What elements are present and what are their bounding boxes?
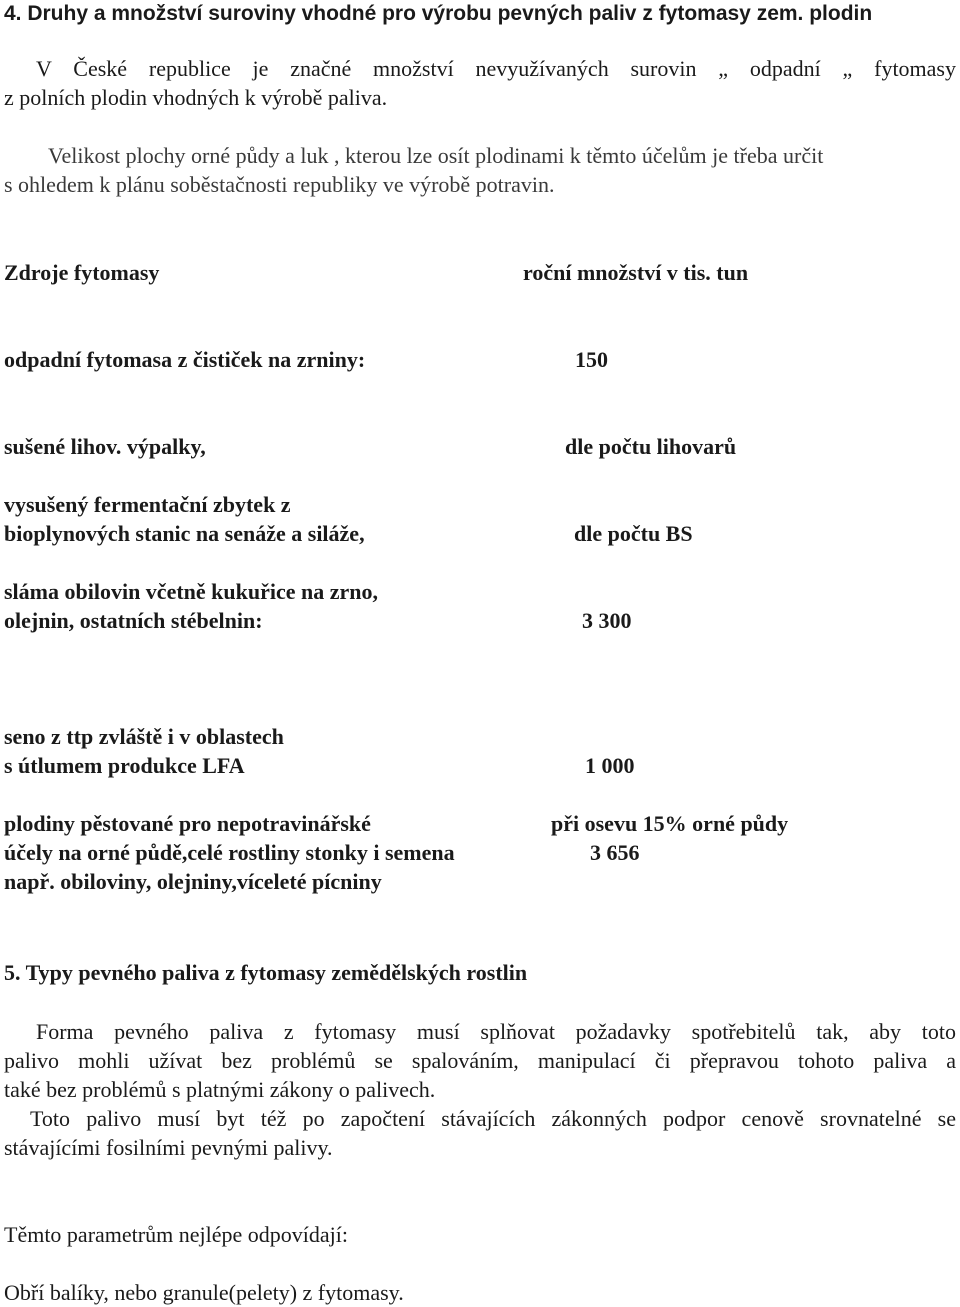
area-para-line-1: Velikost plochy orné půdy a luk , kterou lze osít plodinami k těmto účelům je třeba určit [48,143,824,168]
params-intro: Těmto parametrům nejlépe odpovídají: [4,1222,348,1247]
table-row-amount: 3 656 [590,840,640,865]
table-row-source: sušené lihov. výpalky, [4,434,206,459]
table-row-source: s útlumem produkce LFA [4,753,245,778]
table-header-amount: roční množství v tis. tun [523,260,749,285]
table-row-source: bioplynových stanic na senáže a siláže, [4,521,365,546]
table-row-amount: při osevu 15% orné půdy [551,811,789,836]
table-row-amount: 150 [575,347,608,372]
table-row-amount: 1 000 [585,753,635,778]
table-row-source: sláma obilovin včetně kukuřice na zrno, [4,579,379,604]
table-row-source: účely na orné půdě,celé rostliny stonky i semena [4,840,455,865]
table-row-amount: dle počtu BS [574,521,693,546]
table-row-source: odpadní fytomasa z čističek na zrniny: [4,347,366,372]
table-row-source: např. obiloviny, olejniny,víceleté pícniny [4,869,382,894]
intro-line-1: V České republice je značné množství nevyužívaných surovin „ odpadní „ fytomasy [36,56,956,81]
price-para-line-1: Toto palivo musí byt též po započtení stávajících zákonných podpor cenově srovnatelné se [30,1106,956,1131]
area-para-line-2: s ohledem k plánu soběstačnosti republiky ve výrobě potravin. [4,172,555,197]
conclusion-text: Obří balíky, nebo granule(pelety) z fytomasy. [4,1280,404,1305]
price-para-line-2: stávajícími fosilními pevnými palivy. [4,1135,333,1160]
section-4-heading: 4. Druhy a množství suroviny vhodné pro výrobu pevných paliv z fytomasy zem. plodin [4,2,873,25]
table-row-source: vysušený fermentační zbytek z [4,492,291,517]
table-row-source: plodiny pěstované pro nepotravinářské [4,811,371,836]
table-row-amount: 3 300 [582,608,632,633]
section-5-heading: 5. Typy pevného paliva z fytomasy zemědělských rostlin [4,960,528,985]
table-header-source: Zdroje fytomasy [4,260,160,285]
form-para-line-1: Forma pevného paliva z fytomasy musí splňovat požadavky spotřebitelů tak, aby toto [36,1019,956,1044]
form-para-line-3: také bez problémů s platnými zákony o palivech. [4,1077,436,1102]
table-row-amount: dle počtu lihovarů [565,434,737,459]
form-para-line-2: palivo mohli užívat bez problémů se spalováním, manipulací či přepravou tohoto paliva a [4,1048,956,1073]
table-row-source: seno z ttp zvláště i v oblastech [4,724,284,749]
table-row-source: olejnin, ostatních stébelnin: [4,608,263,633]
intro-line-2: z polních plodin vhodných k výrobě paliva. [4,85,388,110]
